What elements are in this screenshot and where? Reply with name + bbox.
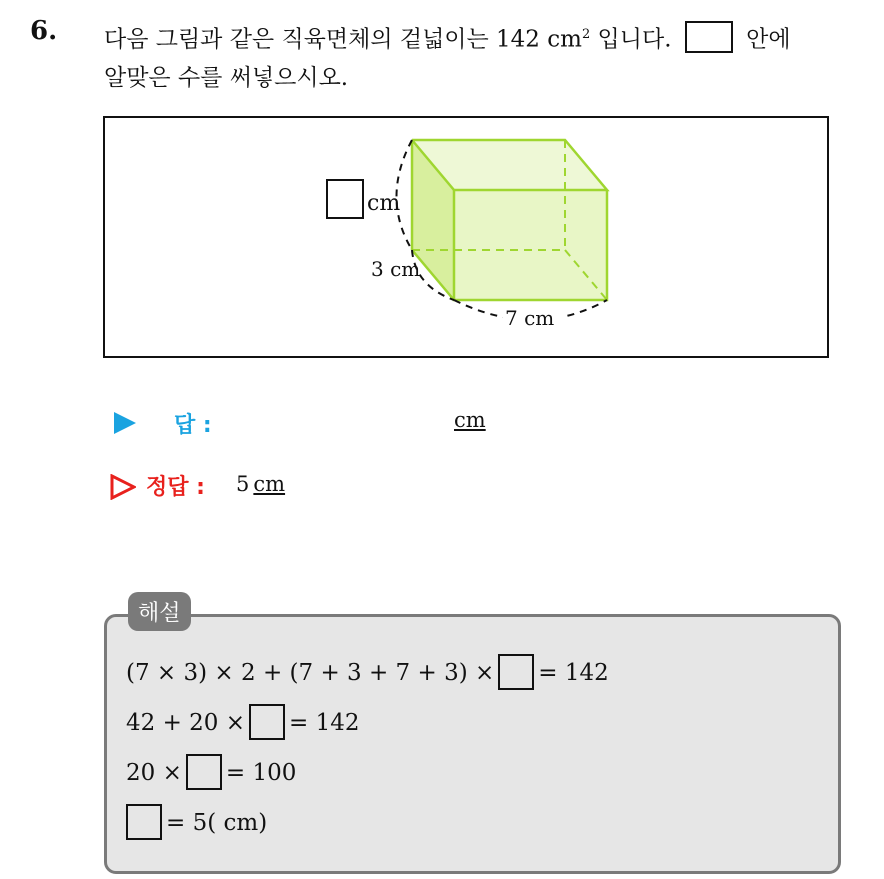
line4-result: = 5( cm) bbox=[166, 810, 268, 836]
figure-box bbox=[103, 116, 829, 358]
explanation-line-2 bbox=[126, 704, 360, 740]
explanation-line-4 bbox=[126, 804, 267, 840]
play-triangle-icon bbox=[114, 412, 136, 434]
length-label: 7 cm bbox=[505, 306, 555, 330]
question-text-line2: 알맞은 수를 써넣으시오. bbox=[104, 64, 349, 91]
line2-result: = 142 bbox=[289, 710, 360, 736]
answer-row bbox=[108, 402, 608, 442]
line3-result: = 100 bbox=[225, 760, 297, 786]
correct-answer-unit: cm bbox=[253, 472, 286, 496]
cuboid-front-face bbox=[454, 190, 607, 300]
height-blank-box bbox=[327, 180, 363, 218]
line2-expression: 42 + 20 × bbox=[126, 710, 246, 736]
answer-label: 답 : bbox=[174, 413, 212, 438]
question-text-part1: 다음 그림과 같은 직육면체의 겉넓이는 142 bbox=[104, 26, 540, 53]
explanation-tag: 해설 bbox=[128, 592, 191, 631]
correct-answer-value-wrap bbox=[236, 472, 285, 496]
line1-result: = 142 bbox=[538, 660, 609, 686]
line3-expression: 20 × bbox=[126, 760, 182, 786]
explanation-line-1 bbox=[126, 654, 609, 690]
question-text-part2: 입니다. bbox=[590, 26, 672, 53]
question-unit: cm bbox=[547, 26, 582, 53]
width-label: 3 cm bbox=[371, 257, 421, 281]
question-unit-exponent: 2 bbox=[581, 27, 591, 42]
question-text-part3: 안에 bbox=[738, 26, 791, 53]
outline-triangle-icon bbox=[110, 474, 136, 500]
line4-blank-box bbox=[126, 804, 162, 840]
answer-unit: cm bbox=[454, 408, 486, 432]
correct-answer-value: 5 bbox=[236, 472, 250, 496]
explanation-line-3 bbox=[126, 754, 296, 790]
question-blank-box bbox=[685, 21, 733, 53]
line2-blank-box bbox=[249, 704, 285, 740]
question-number: 6. bbox=[30, 16, 58, 46]
question-text bbox=[104, 16, 864, 97]
line3-blank-box bbox=[186, 754, 222, 790]
line1-expression: (7 × 3) × 2 + (7 + 3 + 7 + 3) × bbox=[126, 660, 495, 686]
cuboid-figure bbox=[105, 118, 827, 356]
height-label: cm bbox=[367, 191, 401, 216]
correct-answer-label: 정답 : bbox=[146, 475, 205, 500]
line1-blank-box bbox=[498, 654, 534, 690]
correct-answer-row bbox=[108, 468, 608, 508]
